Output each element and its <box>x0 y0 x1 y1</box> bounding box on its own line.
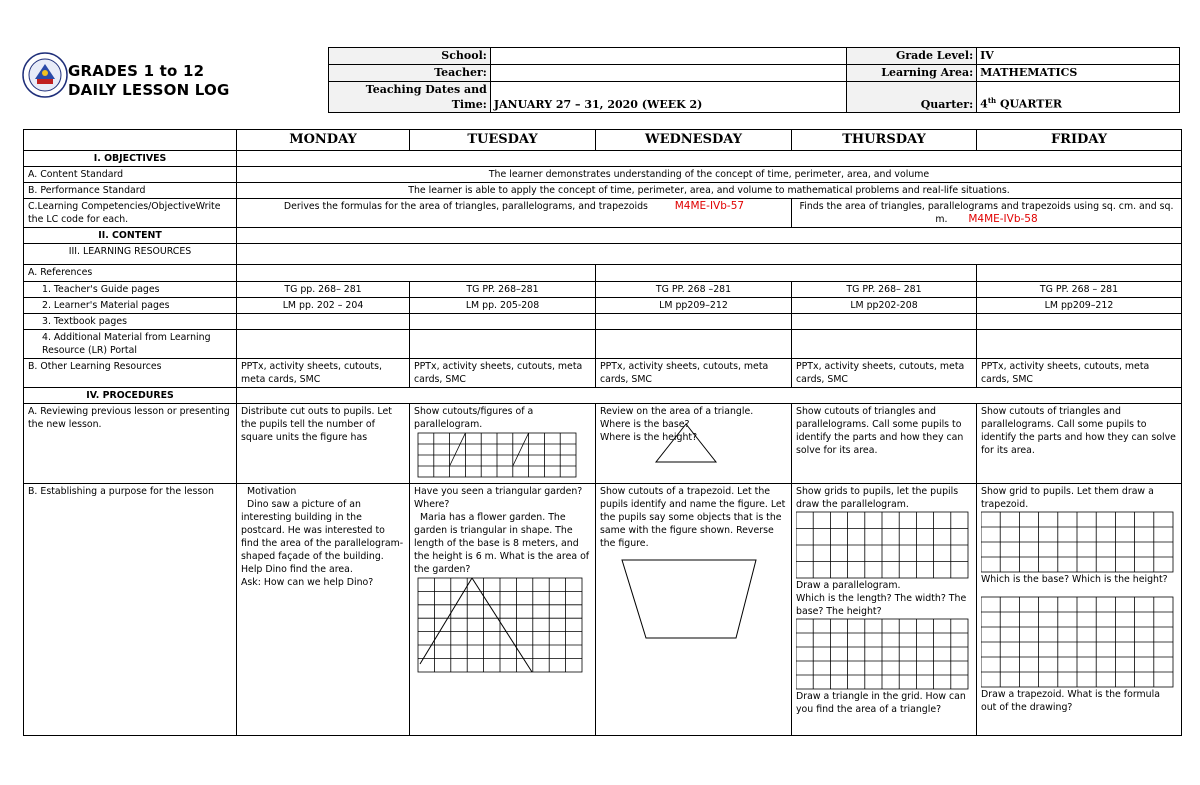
lm-monday: LM pp. 202 – 204 <box>237 298 410 314</box>
other-thursday: PPTx, activity sheets, cutouts, meta cards, SMC <box>792 359 977 388</box>
deped-seal-logo <box>22 52 68 98</box>
grade-level-label: Grade Level: <box>847 48 977 65</box>
content-heading: II. CONTENT <box>24 228 237 244</box>
textbook-label: 3. Textbook pages <box>24 314 237 330</box>
competencies-right <box>792 199 1182 228</box>
performance-standard-label: B. Performance Standard <box>24 183 237 199</box>
purpose-friday-line2: Which is the base? Which is the height? <box>981 574 1168 585</box>
learning-area-label: Learning Area: <box>847 65 977 82</box>
teaching-dates-label-line1: Teaching Dates and <box>365 83 487 96</box>
other-wednesday: PPTx, activity sheets, cutouts, meta cards, SMC <box>596 359 792 388</box>
trapezoid-practice-grid-1 <box>981 511 1177 573</box>
purpose-thursday-line2: Draw a parallelogram. <box>796 580 901 591</box>
purpose-label: B. Establishing a purpose for the lesson <box>24 484 237 736</box>
day-thursday: THURSDAY <box>792 130 977 151</box>
additional-material-label: 4. Additional Material from Learning Resource (LR) Portal <box>24 330 237 359</box>
competencies-label: C.Learning Competencies/ObjectiveWrite the LC code for each. <box>24 199 237 228</box>
other-tuesday: PPTx, activity sheets, cutouts, meta cards, SMC <box>410 359 596 388</box>
learning-area-value: MATHEMATICS <box>977 65 1180 82</box>
school-label: School: <box>329 48 491 65</box>
day-monday: MONDAY <box>237 130 410 151</box>
purpose-monday <box>237 484 410 736</box>
purpose-wednesday-text: Show cutouts of a trapezoid. Let the pupils identify and name the figure. Let the pupils say some objects that is the same with the figure shown. Reverse the figure. <box>600 486 786 549</box>
trapezoid-practice-grid-2 <box>981 596 1177 688</box>
lm-thursday: LM pp202-208 <box>792 298 977 314</box>
additional-friday <box>977 330 1182 359</box>
objectives-heading: I. OBJECTIVES <box>24 151 237 167</box>
content-blank <box>237 228 1182 244</box>
tg-tuesday: TG PP. 268–281 <box>410 282 596 298</box>
review-wednesday <box>596 404 792 484</box>
purpose-monday-question: Ask: How can we help Dino? <box>241 577 374 588</box>
review-tuesday <box>410 404 596 484</box>
lm-tuesday: LM pp. 205-208 <box>410 298 596 314</box>
competency-code-58: M4ME-IVb-58 <box>968 213 1038 225</box>
purpose-thursday-line4: Draw a triangle in the grid. How can you find the area of a triangle? <box>796 691 966 715</box>
purpose-friday-line3: Draw a trapezoid. What is the formula out of the drawing? <box>981 689 1160 713</box>
competencies-left-text: Derives the formulas for the area of triangles, parallelograms, and trapezoids <box>283 201 648 212</box>
textbook-tuesday <box>410 314 596 330</box>
day-friday: FRIDAY <box>977 130 1182 151</box>
learning-resources-blank <box>237 244 1182 265</box>
content-standard-text: The learner demonstrates understanding of the concept of time, perimeter, area, and volume <box>237 167 1182 183</box>
reviewing-label: A. Reviewing previous lesson or presenting the new lesson. <box>24 404 237 484</box>
teaching-dates-label-line2: Time: <box>451 98 487 111</box>
purpose-tuesday-question: Have you seen a triangular garden? Where? <box>414 486 583 510</box>
teaching-dates-value: JANUARY 27 – 31, 2020 (WEEK 2) <box>490 82 846 113</box>
teacher-value <box>490 65 846 82</box>
purpose-thursday-line3: Which is the length? The width? The base? The height? <box>796 593 967 617</box>
review-wednesday-line3: Where is the height? <box>600 432 698 443</box>
competencies-right-text: Finds the area of triangles, parallelograms and trapezoids using sq. cm. and sq. m. <box>799 201 1174 225</box>
tg-friday: TG PP. 268 – 281 <box>977 282 1182 298</box>
day-wednesday: WEDNESDAY <box>596 130 792 151</box>
purpose-monday-story: Dino saw a picture of an interesting building in the postcard. He was interested to find the area of the parallelogram-shaped façade of the building. Help Dino find the area. <box>241 499 404 575</box>
corner-cell <box>24 130 237 151</box>
teaching-dates-label <box>329 82 491 113</box>
lm-friday: LM pp209–212 <box>977 298 1182 314</box>
other-monday: PPTx, activity sheets, cutouts, meta cards, SMC <box>237 359 410 388</box>
other-resources-label: B. Other Learning Resources <box>24 359 237 388</box>
textbook-thursday <box>792 314 977 330</box>
references-blank-3 <box>977 265 1182 282</box>
document-title <box>68 62 230 100</box>
review-wednesday-line2: Where is the base? <box>600 419 690 430</box>
title-line-2: DAILY LESSON LOG <box>68 81 230 99</box>
header-info-table <box>328 47 1180 113</box>
references-blank-2 <box>596 265 977 282</box>
procedures-blank <box>237 388 1182 404</box>
review-wednesday-line1: Review on the area of a triangle. <box>600 406 754 417</box>
other-friday: PPTx, activity sheets, cutouts, meta cards, SMC <box>977 359 1182 388</box>
content-standard-label: A. Content Standard <box>24 167 237 183</box>
additional-monday <box>237 330 410 359</box>
trapezoid-figure <box>600 558 780 644</box>
competency-code-57: M4ME-IVb-57 <box>674 200 745 212</box>
textbook-monday <box>237 314 410 330</box>
teacher-label: Teacher: <box>329 65 491 82</box>
quarter-word: QUARTER <box>996 98 1063 111</box>
parallelogram-grid-figure <box>414 431 580 479</box>
textbook-friday <box>977 314 1182 330</box>
purpose-thursday-line1: Show grids to pupils, let the pupils draw the parallelogram. <box>796 486 959 510</box>
learning-resources-heading: III. LEARNING RESOURCES <box>24 244 237 265</box>
tg-monday: TG pp. 268– 281 <box>237 282 410 298</box>
day-header-row <box>24 130 1182 151</box>
review-friday: Show cutouts of triangles and parallelograms. Call some pupils to identify the parts and how they can solve for its area. <box>977 404 1182 484</box>
purpose-thursday <box>792 484 977 736</box>
parallelogram-practice-grid <box>796 511 972 579</box>
lesson-log-table <box>23 129 1182 736</box>
purpose-monday-heading: Motivation <box>247 486 297 497</box>
quarter-label: Quarter: <box>847 82 977 113</box>
tg-thursday: TG PP. 268– 281 <box>792 282 977 298</box>
learners-material-label: 2. Learner's Material pages <box>24 298 237 314</box>
triangular-garden-grid-figure <box>414 576 586 674</box>
objectives-blank <box>237 151 1182 167</box>
lm-wednesday: LM pp209–212 <box>596 298 792 314</box>
textbook-wednesday <box>596 314 792 330</box>
references-label: A. References <box>24 265 237 282</box>
purpose-tuesday-problem: Maria has a flower garden. The garden is triangular in shape. The length of the base is 8 meters, and the height is 6 m. What is the area of the garden? <box>414 512 590 575</box>
additional-tuesday <box>410 330 596 359</box>
school-value <box>490 48 846 65</box>
competencies-left <box>237 199 792 228</box>
grade-level-value: IV <box>977 48 1180 65</box>
title-line-1: GRADES 1 to 12 <box>68 62 205 80</box>
purpose-tuesday <box>410 484 596 736</box>
purpose-wednesday <box>596 484 792 736</box>
day-tuesday: TUESDAY <box>410 130 596 151</box>
teachers-guide-label: 1. Teacher's Guide pages <box>24 282 237 298</box>
additional-thursday <box>792 330 977 359</box>
review-thursday: Show cutouts of triangles and parallelograms. Call some pupils to identify the parts and how they can solve for its area. <box>792 404 977 484</box>
purpose-friday-line1: Show grid to pupils. Let them draw a trapezoid. <box>981 486 1154 510</box>
quarter-value <box>977 82 1180 113</box>
quarter-number: 4 <box>980 98 988 111</box>
purpose-friday <box>977 484 1182 736</box>
additional-wednesday <box>596 330 792 359</box>
triangle-practice-grid <box>796 618 972 690</box>
review-tuesday-text: Show cutouts/figures of a parallelogram. <box>414 406 534 430</box>
quarter-suffix: th <box>987 96 997 106</box>
references-blank-1 <box>237 265 596 282</box>
review-monday: Distribute cut outs to pupils. Let the pupils tell the number of square units the figure has <box>237 404 410 484</box>
performance-standard-text: The learner is able to apply the concept of time, perimeter, area, and volume to mathematical problems and real-life situations. <box>237 183 1182 199</box>
procedures-heading: IV. PROCEDURES <box>24 388 237 404</box>
tg-wednesday: TG PP. 268 –281 <box>596 282 792 298</box>
